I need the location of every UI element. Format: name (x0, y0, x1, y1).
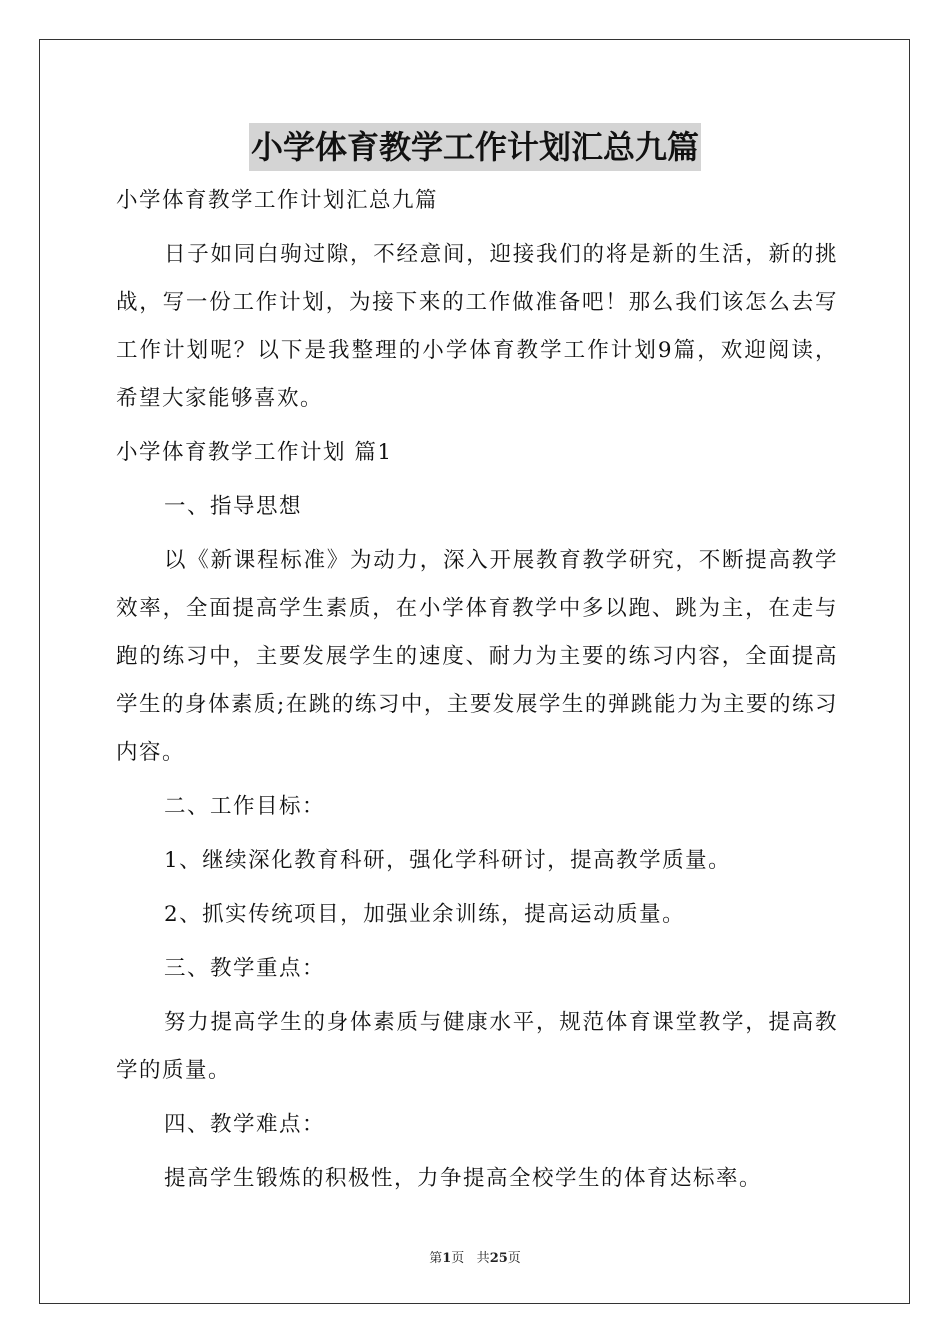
heading-guiding-ideology: 一、指导思想 (164, 494, 303, 519)
intro-paragraph: 日子如同白驹过隙，不经意间，迎接我们的将是新的生活，新的挑战，写一份工作计划，为接下来的工作做准备吧！那么我们该怎么去写工作计划呢？以下是我整理的小学体育教学工作计划9篇，欢迎阅读，希望大家能够喜欢。 (116, 242, 838, 411)
paragraph-teaching-focus: 努力提高学生的身体素质与健康水平，规范体育课堂教学，提高教学的质量。 (116, 1010, 838, 1083)
goal-item-1: 1、继续深化教育科研，强化学科研讨，提高教学质量。 (164, 848, 732, 873)
total-prefix: 共 (476, 1251, 490, 1266)
subtitle-line: 小学体育教学工作计划汇总九篇 (116, 188, 439, 213)
page-number: 1 (442, 1251, 452, 1266)
heading-teaching-difficulty: 四、教学难点： (164, 1112, 326, 1137)
heading-teaching-focus: 三、教学重点： (164, 956, 326, 981)
page-prefix: 第 (429, 1251, 443, 1266)
page-suffix: 页 (451, 1251, 465, 1266)
heading-work-goals: 二、工作目标： (164, 794, 326, 819)
total-suffix: 页 (507, 1251, 521, 1266)
goal-item-2: 2、抓实传统项目，加强业余训练，提高运动质量。 (164, 902, 686, 927)
document-body (116, 177, 838, 1203)
page-footer (0, 1247, 950, 1266)
total-pages: 25 (489, 1251, 508, 1266)
title-container (0, 123, 950, 171)
paragraph-guiding-ideology: 以《新课程标准》为动力，深入开展教育教学研究，不断提高教学效率，全面提高学生素质，在小学体育教学中多以跑、跳为主，在走与跑的练习中，主要发展学生的速度、耐力为主要的练习内容，全面提高学生的身体素质;在跳的练习中，主要发展学生的弹跳能力为主要的练习内容。 (116, 548, 838, 765)
document-title: 小学体育教学工作计划汇总九篇 (249, 123, 701, 171)
section-heading: 小学体育教学工作计划 篇1 (116, 440, 393, 465)
paragraph-teaching-difficulty: 提高学生锻炼的积极性，力争提高全校学生的体育达标率。 (164, 1166, 763, 1191)
